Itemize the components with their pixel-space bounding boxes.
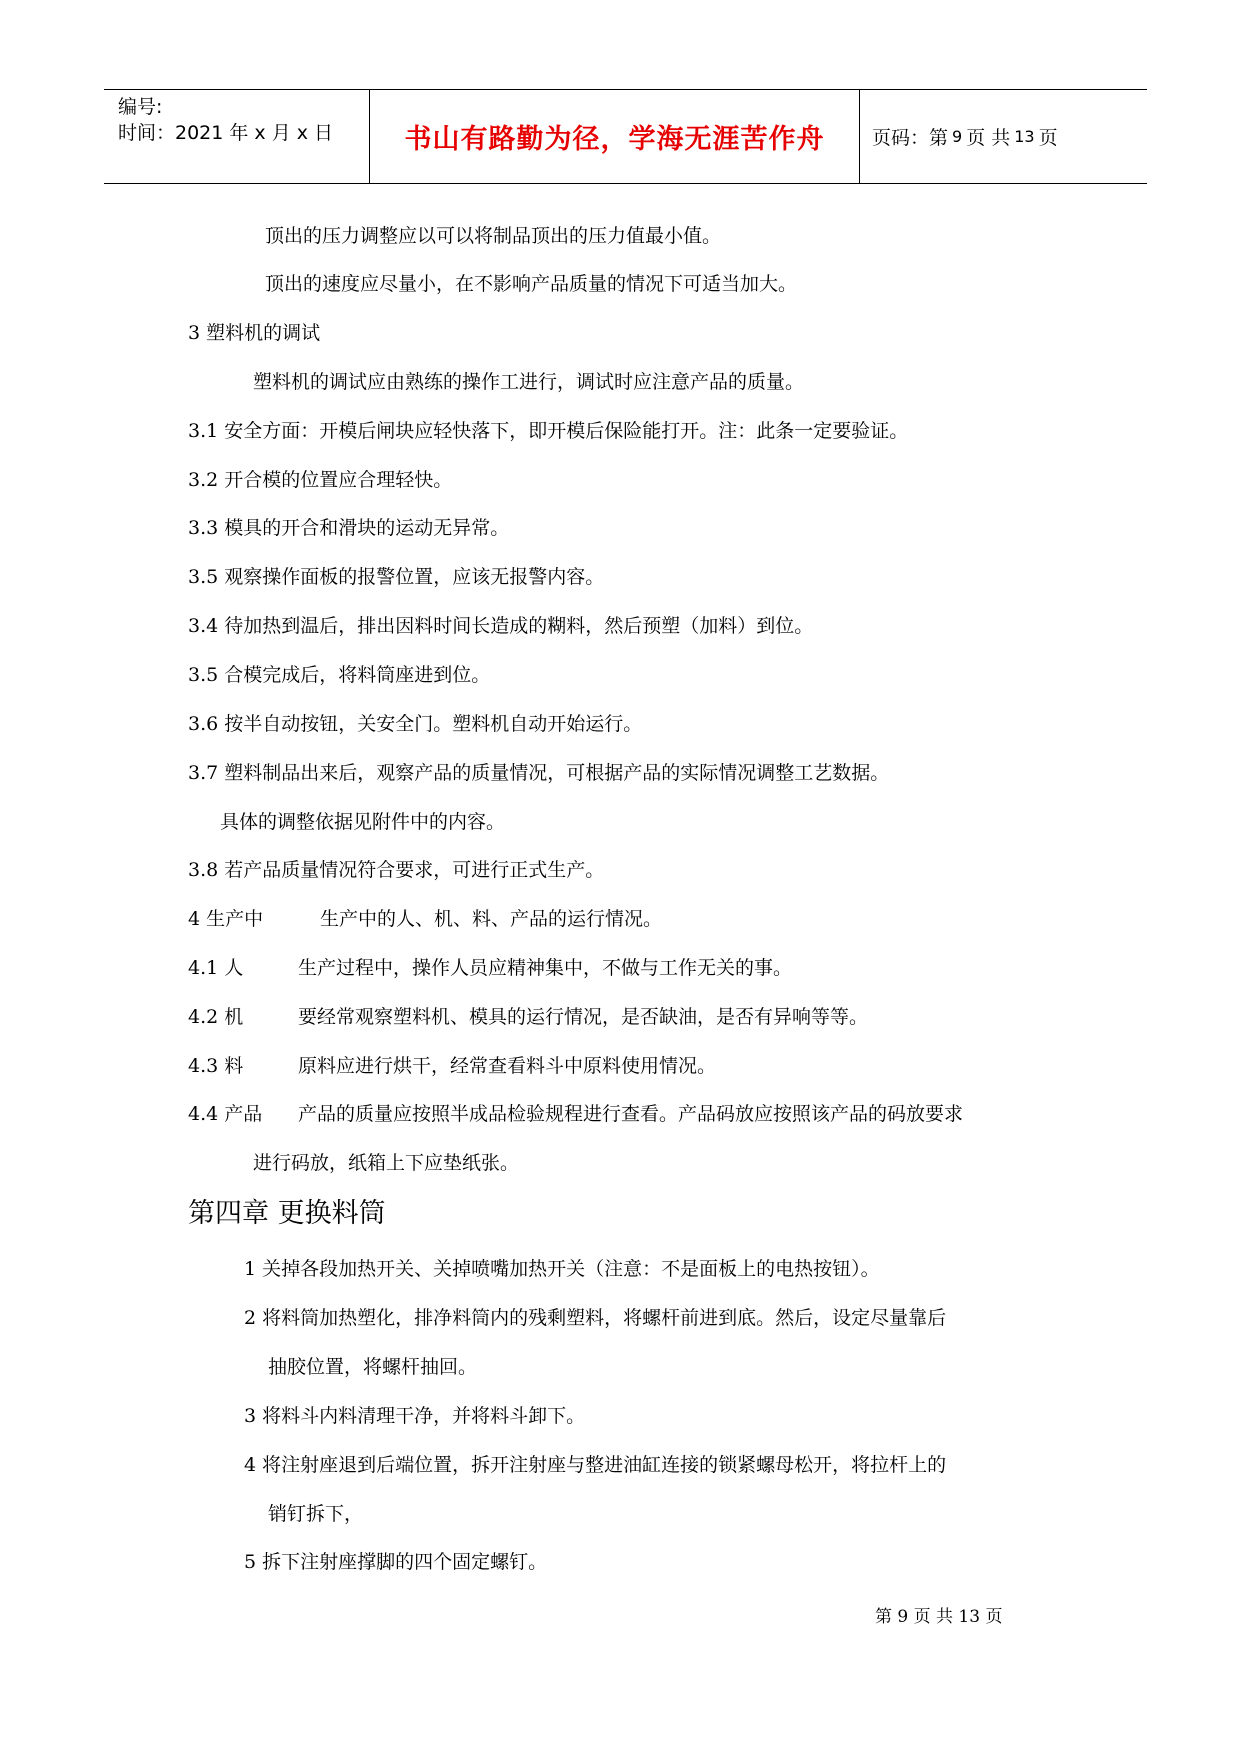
item-label: 4 生产中 <box>188 908 264 930</box>
item-label: 4.4 产品 <box>188 1103 263 1125</box>
serial-label: 编号: <box>118 96 163 118</box>
page-footer: 第 9 页 共 13 页 <box>875 1607 1003 1627</box>
paragraph: 塑料机的调试应由熟练的操作工进行，调试时应注意产品的质量。 <box>253 371 805 393</box>
step-item: 4 将注射座退到后端位置，拆开注射座与整进油缸连接的锁紧螺母松开，将拉杆上的 <box>244 1454 947 1476</box>
header-meta <box>104 90 370 183</box>
step-item: 3 将料斗内料清理干净，并将料斗卸下。 <box>244 1405 586 1427</box>
paragraph: 顶出的速度应尽量小，在不影响产品质量的情况下可适当加大。 <box>265 273 798 295</box>
list-item: 3.5 观察操作面板的报警位置，应该无报警内容。 <box>188 566 605 588</box>
header-motto: 书山有路勤为径，学海无涯苦作舟 <box>370 90 860 183</box>
list-item: 3.3 模具的开合和滑块的运动无异常。 <box>188 517 510 539</box>
item-label: 4.2 机 <box>188 1006 244 1028</box>
paragraph: 进行码放，纸箱上下应垫纸张。 <box>253 1152 520 1174</box>
list-item: 3.5 合模完成后，将料筒座进到位。 <box>188 664 491 686</box>
header-page-info <box>860 90 1147 183</box>
item-text: 原料应进行烘干，经常查看料斗中原料使用情况。 <box>298 1055 717 1077</box>
section-heading: 3 塑料机的调试 <box>188 322 321 344</box>
list-item: 3.1 安全方面：开模后闸块应轻快落下，即开模后保险能打开。注：此条一定要验证。 <box>188 420 909 442</box>
paragraph: 顶出的压力调整应以可以将制品顶出的压力值最小值。 <box>265 225 722 247</box>
list-item: 3.4 待加热到温后，排出因料时间长造成的糊料，然后预塑（加料）到位。 <box>188 615 814 637</box>
list-item: 3.8 若产品质量情况符合要求，可进行正式生产。 <box>188 859 605 881</box>
step-item: 5 拆下注射座撑脚的四个固定螺钉。 <box>244 1551 548 1573</box>
list-item: 3.7 塑料制品出来后，观察产品的质量情况，可根据产品的实际情况调整工艺数据。 <box>188 762 890 784</box>
list-item: 3.6 按半自动按钮，关安全门。塑料机自动开始运行。 <box>188 713 643 735</box>
item-text: 产品的质量应按照半成品检验规程进行查看。产品码放应按照该产品的码放要求 <box>298 1103 964 1125</box>
date-label: 时间：2021 年 x 月 x 日 <box>118 122 334 144</box>
page-total: 13 <box>1014 127 1035 146</box>
step-item: 1 关掉各段加热开关、关掉喷嘴加热开关（注意：不是面板上的电热按钮）。 <box>244 1258 880 1280</box>
page-suffix: 页 <box>1038 127 1058 149</box>
item-text: 要经常观察塑料机、模具的运行情况，是否缺油，是否有异响等等。 <box>298 1006 869 1028</box>
chapter-heading: 第四章 更换料筒 <box>188 1198 386 1229</box>
step-item: 2 将料筒加热塑化，排净料筒内的残剩塑料，将螺杆前进到底。然后，设定尽量靠后 <box>244 1307 947 1329</box>
item-text: 生产中的人、机、料、产品的运行情况。 <box>320 908 663 930</box>
item-text: 生产过程中，操作人员应精神集中，不做与工作无关的事。 <box>298 957 793 979</box>
page-header <box>104 89 1147 184</box>
page-number: 9 <box>952 127 963 146</box>
page-mid: 页 共 <box>966 127 1011 149</box>
item-label: 4.1 人 <box>188 957 244 979</box>
step-item: 抽胶位置，将螺杆抽回。 <box>268 1356 478 1378</box>
list-item: 3.2 开合模的位置应合理轻快。 <box>188 469 453 491</box>
step-item: 销钉拆下， <box>268 1503 364 1525</box>
page-prefix: 页码：第 <box>872 127 949 149</box>
paragraph: 具体的调整依据见附件中的内容。 <box>220 811 506 833</box>
item-label: 4.3 料 <box>188 1055 244 1077</box>
